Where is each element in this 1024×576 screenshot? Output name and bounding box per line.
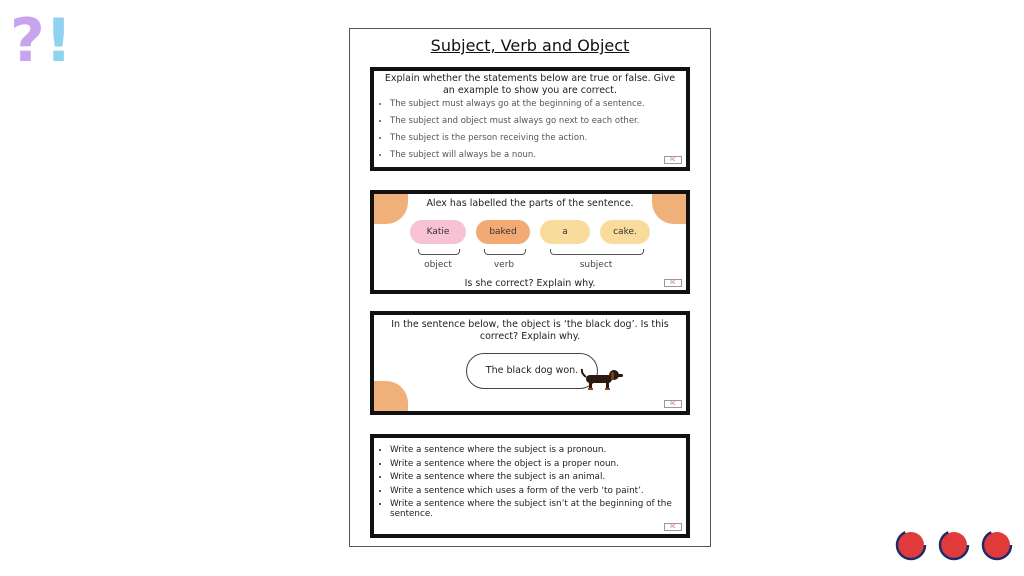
word-pill-baked: baked [476, 220, 530, 244]
publisher-logo: PC [664, 400, 682, 408]
list-item: • The subject will always be a noun. [390, 150, 686, 160]
publisher-logo: PC [664, 156, 682, 164]
card2-question: Is she correct? Explain why. [464, 278, 596, 289]
bracket-object [418, 249, 460, 255]
dachshund-illustration [580, 367, 624, 393]
label-subject: subject [579, 260, 613, 270]
list-item: • Write a sentence where the subject is an animal. [390, 472, 686, 482]
list-item: • The subject and object must always go next to each other. [390, 116, 686, 126]
red-dot-3 [983, 531, 1011, 559]
card1-statement-list [374, 99, 686, 160]
card1-instructions: Explain whether the statements below are true or false. Give an example to show you are correct. [384, 73, 676, 96]
exclamation-mark-glyph: ! [44, 6, 73, 76]
list-item: • Write a sentence which uses a form of the verb ‘to paint’. [390, 486, 686, 496]
bracket-verb [484, 249, 526, 255]
question-card-3 [370, 311, 690, 415]
task-card-4 [370, 434, 690, 538]
question-card-2 [370, 190, 690, 294]
red-dot-2 [940, 531, 968, 559]
card4-task-list [374, 445, 686, 519]
label-verb: verb [493, 260, 515, 270]
speech-bubble: The black dog won. [466, 353, 598, 389]
list-item: • Write a sentence where the object is a proper noun. [390, 459, 686, 469]
bracket-subject [550, 249, 644, 255]
question-exclamation-decoration [10, 6, 72, 76]
progress-dots [894, 528, 1014, 562]
red-dot-1 [897, 531, 925, 559]
publisher-logo: PC [664, 523, 682, 531]
word-pill-cake: cake. [600, 220, 650, 244]
publisher-logo: PC [664, 279, 682, 287]
list-item: • Write a sentence where the subject is a pronoun. [390, 445, 686, 455]
list-item: • The subject is the person receiving the action. [390, 133, 686, 143]
corner-decoration [370, 381, 408, 415]
card3-instructions: In the sentence below, the object is ‘the black dog’. Is this correct? Explain why. [391, 319, 669, 342]
worksheet-title: Subject, Verb and Object [430, 36, 630, 55]
word-pill-a: a [540, 220, 590, 244]
list-item: • Write a sentence where the subject isn’t at the beginning of the sentence. [390, 499, 686, 519]
card2-instructions: Alex has labelled the parts of the sentence. [426, 198, 634, 209]
worksheet-page [349, 28, 711, 547]
question-card-1 [370, 67, 690, 171]
list-item: • The subject must always go at the beginning of a sentence. [390, 99, 686, 109]
label-object: object [424, 260, 452, 270]
word-pill-katie: Katie [410, 220, 466, 244]
question-mark-glyph: ? [10, 6, 45, 76]
